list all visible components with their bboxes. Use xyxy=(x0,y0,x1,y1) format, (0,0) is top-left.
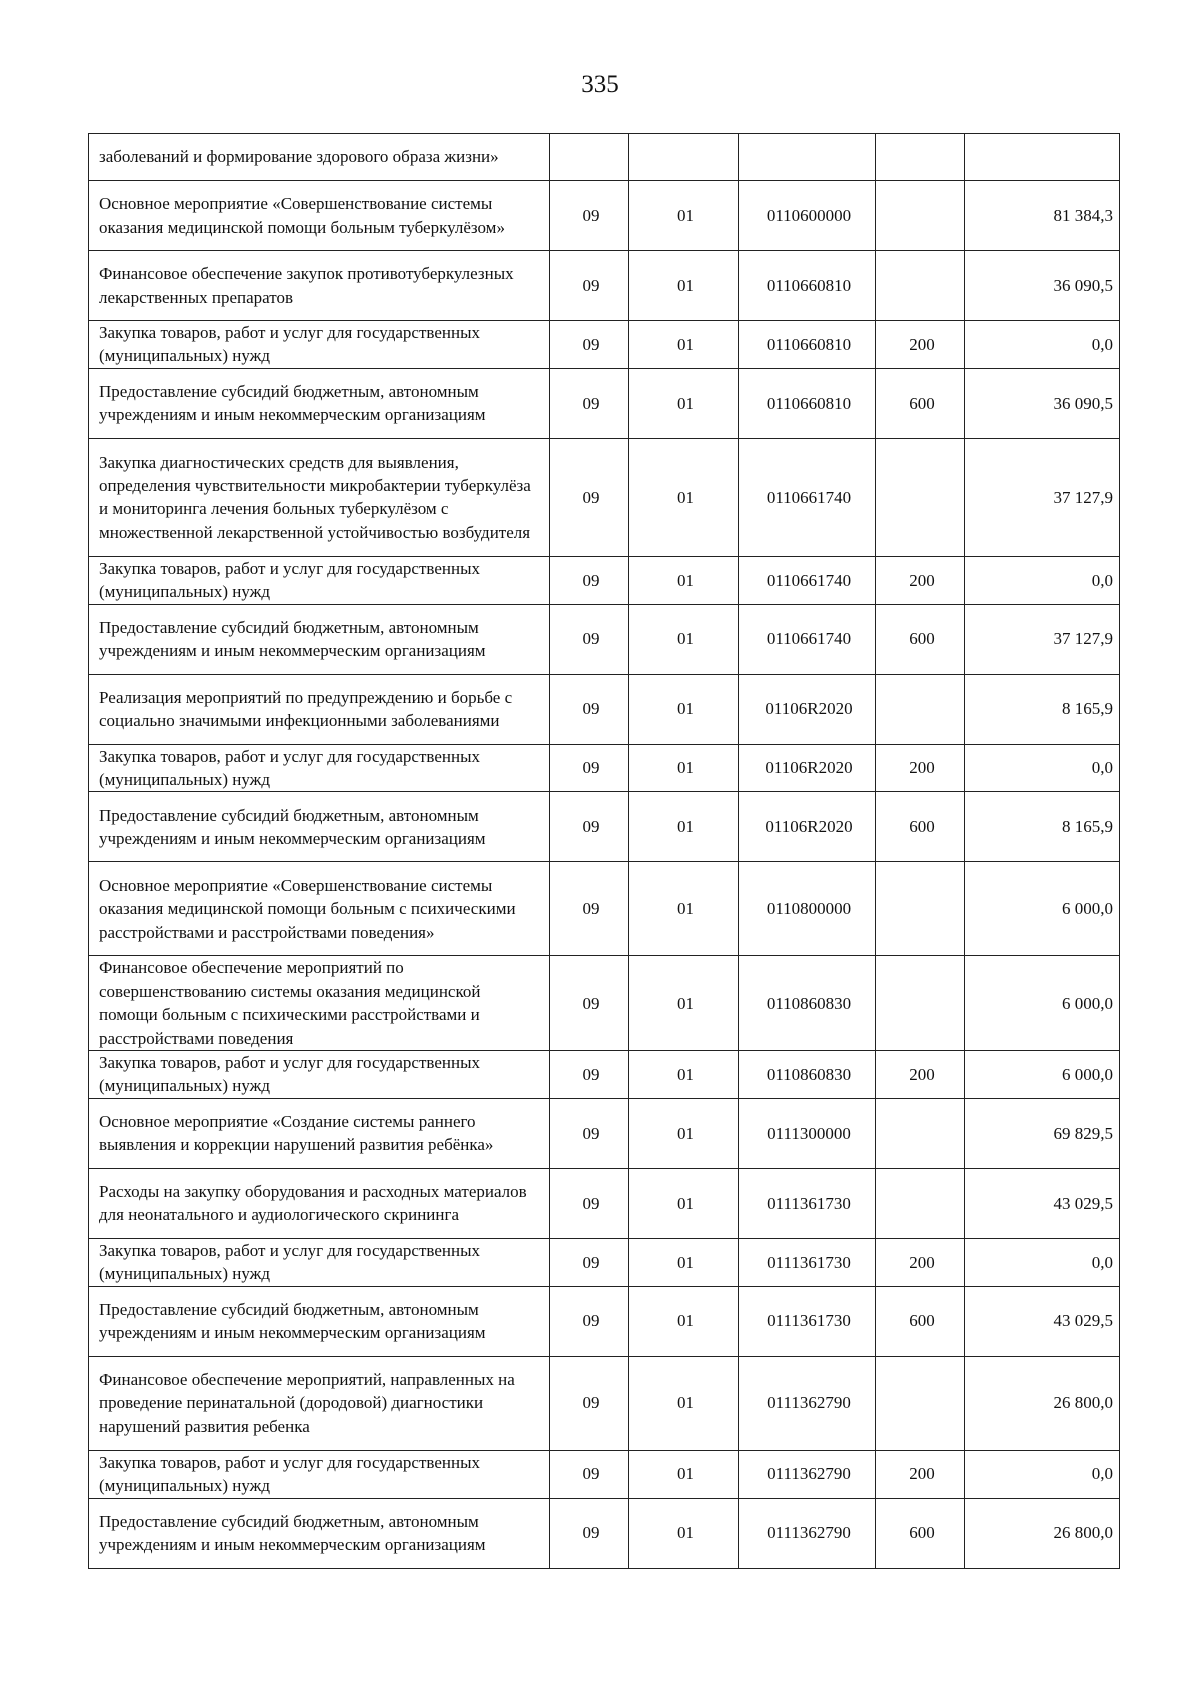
table-row xyxy=(89,1168,1120,1238)
subsection-code-cell: 01 xyxy=(629,1356,739,1450)
target-item-code-cell: 0110860830 xyxy=(739,1051,876,1099)
table-row xyxy=(89,134,1120,181)
expense-type-code-cell: 600 xyxy=(876,792,965,862)
subsection-code-cell xyxy=(629,134,739,181)
target-item-code-cell: 0110661740 xyxy=(739,556,876,604)
section-code-cell: 09 xyxy=(550,321,629,369)
section-code-cell: 09 xyxy=(550,1168,629,1238)
table-row xyxy=(89,251,1120,321)
section-code-cell: 09 xyxy=(550,1098,629,1168)
row-name-cell: Закупка товаров, работ и услуг для государственных (муниципальных) нужд xyxy=(89,1238,550,1286)
amount-cell: 6 000,0 xyxy=(965,956,1120,1051)
table-row xyxy=(89,1238,1120,1286)
expense-type-code-cell: 600 xyxy=(876,1498,965,1568)
subsection-code-cell: 01 xyxy=(629,251,739,321)
expense-type-code-cell xyxy=(876,862,965,956)
subsection-code-cell: 01 xyxy=(629,956,739,1051)
budget-table xyxy=(88,133,1120,1569)
section-code-cell: 09 xyxy=(550,181,629,251)
amount-cell: 69 829,5 xyxy=(965,1098,1120,1168)
section-code-cell: 09 xyxy=(550,1498,629,1568)
table-row xyxy=(89,1356,1120,1450)
subsection-code-cell: 01 xyxy=(629,1498,739,1568)
target-item-code-cell: 0111300000 xyxy=(739,1098,876,1168)
section-code-cell: 09 xyxy=(550,674,629,744)
target-item-code-cell: 01106R2020 xyxy=(739,792,876,862)
target-item-code-cell: 0111361730 xyxy=(739,1286,876,1356)
expense-type-code-cell: 200 xyxy=(876,1450,965,1498)
amount-cell: 43 029,5 xyxy=(965,1168,1120,1238)
amount-cell: 36 090,5 xyxy=(965,251,1120,321)
expense-type-code-cell xyxy=(876,1098,965,1168)
subsection-code-cell: 01 xyxy=(629,1238,739,1286)
expense-type-code-cell xyxy=(876,1168,965,1238)
section-code-cell xyxy=(550,134,629,181)
row-name-cell: Предоставление субсидий бюджетным, автономным учреждениям и иным некоммерческим организациям xyxy=(89,1286,550,1356)
subsection-code-cell: 01 xyxy=(629,1051,739,1099)
subsection-code-cell: 01 xyxy=(629,556,739,604)
subsection-code-cell: 01 xyxy=(629,1286,739,1356)
target-item-code-cell xyxy=(739,134,876,181)
table-row xyxy=(89,862,1120,956)
row-name-cell: Предоставление субсидий бюджетным, автономным учреждениям и иным некоммерческим организациям xyxy=(89,368,550,438)
table-row xyxy=(89,956,1120,1051)
expense-type-code-cell xyxy=(876,181,965,251)
amount-cell: 37 127,9 xyxy=(965,604,1120,674)
amount-cell: 43 029,5 xyxy=(965,1286,1120,1356)
target-item-code-cell: 0111361730 xyxy=(739,1168,876,1238)
expense-type-code-cell: 600 xyxy=(876,604,965,674)
target-item-code-cell: 01106R2020 xyxy=(739,674,876,744)
target-item-code-cell: 0111362790 xyxy=(739,1498,876,1568)
amount-cell: 26 800,0 xyxy=(965,1498,1120,1568)
expense-type-code-cell xyxy=(876,1356,965,1450)
row-name-cell: Финансовое обеспечение мероприятий по совершенствованию системы оказания медицинской помощи больным с психическими расстройствами и расстройствами поведения xyxy=(89,956,550,1051)
expense-type-code-cell xyxy=(876,956,965,1051)
table-body xyxy=(89,134,1120,1569)
amount-cell: 26 800,0 xyxy=(965,1356,1120,1450)
target-item-code-cell: 0110661740 xyxy=(739,604,876,674)
expense-type-code-cell: 600 xyxy=(876,368,965,438)
table-row xyxy=(89,1498,1120,1568)
section-code-cell: 09 xyxy=(550,368,629,438)
subsection-code-cell: 01 xyxy=(629,1098,739,1168)
amount-cell: 0,0 xyxy=(965,1450,1120,1498)
expense-type-code-cell: 200 xyxy=(876,1238,965,1286)
table-row xyxy=(89,438,1120,556)
target-item-code-cell: 0111362790 xyxy=(739,1356,876,1450)
amount-cell: 6 000,0 xyxy=(965,862,1120,956)
row-name-cell: Закупка диагностических средств для выявления, определения чувствительности микробактерии туберкулёза и мониторинга лечения больных туберкулёзом с множественной лекарственной устойчивостью возбудителя xyxy=(89,438,550,556)
amount-cell: 6 000,0 xyxy=(965,1051,1120,1099)
row-name-cell: Предоставление субсидий бюджетным, автономным учреждениям и иным некоммерческим организациям xyxy=(89,1498,550,1568)
subsection-code-cell: 01 xyxy=(629,744,739,792)
page-number: 335 xyxy=(581,71,619,98)
row-name-cell: Закупка товаров, работ и услуг для государственных (муниципальных) нужд xyxy=(89,321,550,369)
table-row xyxy=(89,674,1120,744)
row-name-cell: Предоставление субсидий бюджетным, автономным учреждениям и иным некоммерческим организациям xyxy=(89,604,550,674)
subsection-code-cell: 01 xyxy=(629,438,739,556)
subsection-code-cell: 01 xyxy=(629,1168,739,1238)
table-row xyxy=(89,604,1120,674)
subsection-code-cell: 01 xyxy=(629,321,739,369)
section-code-cell: 09 xyxy=(550,862,629,956)
expense-type-code-cell xyxy=(876,134,965,181)
target-item-code-cell: 0111362790 xyxy=(739,1450,876,1498)
target-item-code-cell: 0110660810 xyxy=(739,251,876,321)
expense-type-code-cell xyxy=(876,438,965,556)
row-name-cell: Расходы на закупку оборудования и расходных материалов для неонатального и аудиологического скрининга xyxy=(89,1168,550,1238)
section-code-cell: 09 xyxy=(550,556,629,604)
table-row xyxy=(89,321,1120,369)
target-item-code-cell: 0110660810 xyxy=(739,321,876,369)
subsection-code-cell: 01 xyxy=(629,862,739,956)
expense-type-code-cell: 600 xyxy=(876,1286,965,1356)
section-code-cell: 09 xyxy=(550,1238,629,1286)
section-code-cell: 09 xyxy=(550,438,629,556)
amount-cell: 36 090,5 xyxy=(965,368,1120,438)
subsection-code-cell: 01 xyxy=(629,674,739,744)
amount-cell: 0,0 xyxy=(965,321,1120,369)
amount-cell: 0,0 xyxy=(965,744,1120,792)
subsection-code-cell: 01 xyxy=(629,604,739,674)
section-code-cell: 09 xyxy=(550,792,629,862)
expense-type-code-cell xyxy=(876,251,965,321)
amount-cell: 37 127,9 xyxy=(965,438,1120,556)
section-code-cell: 09 xyxy=(550,1051,629,1099)
row-name-cell: Закупка товаров, работ и услуг для государственных (муниципальных) нужд xyxy=(89,1450,550,1498)
amount-cell: 8 165,9 xyxy=(965,674,1120,744)
subsection-code-cell: 01 xyxy=(629,1450,739,1498)
row-name-cell: Финансовое обеспечение закупок противотуберкулезных лекарственных препаратов xyxy=(89,251,550,321)
expense-type-code-cell: 200 xyxy=(876,321,965,369)
amount-cell: 81 384,3 xyxy=(965,181,1120,251)
row-name-cell: Основное мероприятие «Создание системы раннего выявления и коррекции нарушений развития ребёнка» xyxy=(89,1098,550,1168)
table-row xyxy=(89,744,1120,792)
section-code-cell: 09 xyxy=(550,251,629,321)
expense-type-code-cell: 200 xyxy=(876,556,965,604)
table-row xyxy=(89,1450,1120,1498)
table-row xyxy=(89,181,1120,251)
target-item-code-cell: 0110600000 xyxy=(739,181,876,251)
row-name-cell: Предоставление субсидий бюджетным, автономным учреждениям и иным некоммерческим организациям xyxy=(89,792,550,862)
table-row xyxy=(89,1098,1120,1168)
row-name-cell: Основное мероприятие «Совершенствование системы оказания медицинской помощи больным туберкулёзом» xyxy=(89,181,550,251)
subsection-code-cell: 01 xyxy=(629,181,739,251)
table-row xyxy=(89,1286,1120,1356)
row-name-cell: Финансовое обеспечение мероприятий, направленных на проведение перинатальной (дородовой) диагностики нарушений развития ребенка xyxy=(89,1356,550,1450)
table-row xyxy=(89,556,1120,604)
target-item-code-cell: 0110660810 xyxy=(739,368,876,438)
target-item-code-cell: 0110800000 xyxy=(739,862,876,956)
section-code-cell: 09 xyxy=(550,1286,629,1356)
row-name-cell: Закупка товаров, работ и услуг для государственных (муниципальных) нужд xyxy=(89,556,550,604)
amount-cell: 0,0 xyxy=(965,556,1120,604)
target-item-code-cell: 0111361730 xyxy=(739,1238,876,1286)
amount-cell: 8 165,9 xyxy=(965,792,1120,862)
amount-cell xyxy=(965,134,1120,181)
row-name-cell: Основное мероприятие «Совершенствование системы оказания медицинской помощи больным с психическими расстройствами и расстройствами поведения» xyxy=(89,862,550,956)
table-row xyxy=(89,368,1120,438)
subsection-code-cell: 01 xyxy=(629,368,739,438)
row-name-cell: Закупка товаров, работ и услуг для государственных (муниципальных) нужд xyxy=(89,1051,550,1099)
amount-cell: 0,0 xyxy=(965,1238,1120,1286)
expense-type-code-cell xyxy=(876,674,965,744)
row-name-cell: Закупка товаров, работ и услуг для государственных (муниципальных) нужд xyxy=(89,744,550,792)
section-code-cell: 09 xyxy=(550,1450,629,1498)
table-row xyxy=(89,1051,1120,1099)
row-name-cell: Реализация мероприятий по предупреждению и борьбе с социально значимыми инфекционными заболеваниями xyxy=(89,674,550,744)
expense-type-code-cell: 200 xyxy=(876,744,965,792)
table-row xyxy=(89,792,1120,862)
subsection-code-cell: 01 xyxy=(629,792,739,862)
target-item-code-cell: 0110661740 xyxy=(739,438,876,556)
expense-type-code-cell: 200 xyxy=(876,1051,965,1099)
section-code-cell: 09 xyxy=(550,1356,629,1450)
section-code-cell: 09 xyxy=(550,604,629,674)
section-code-cell: 09 xyxy=(550,744,629,792)
target-item-code-cell: 0110860830 xyxy=(739,956,876,1051)
row-name-cell: заболеваний и формирование здорового образа жизни» xyxy=(89,134,550,181)
section-code-cell: 09 xyxy=(550,956,629,1051)
target-item-code-cell: 01106R2020 xyxy=(739,744,876,792)
